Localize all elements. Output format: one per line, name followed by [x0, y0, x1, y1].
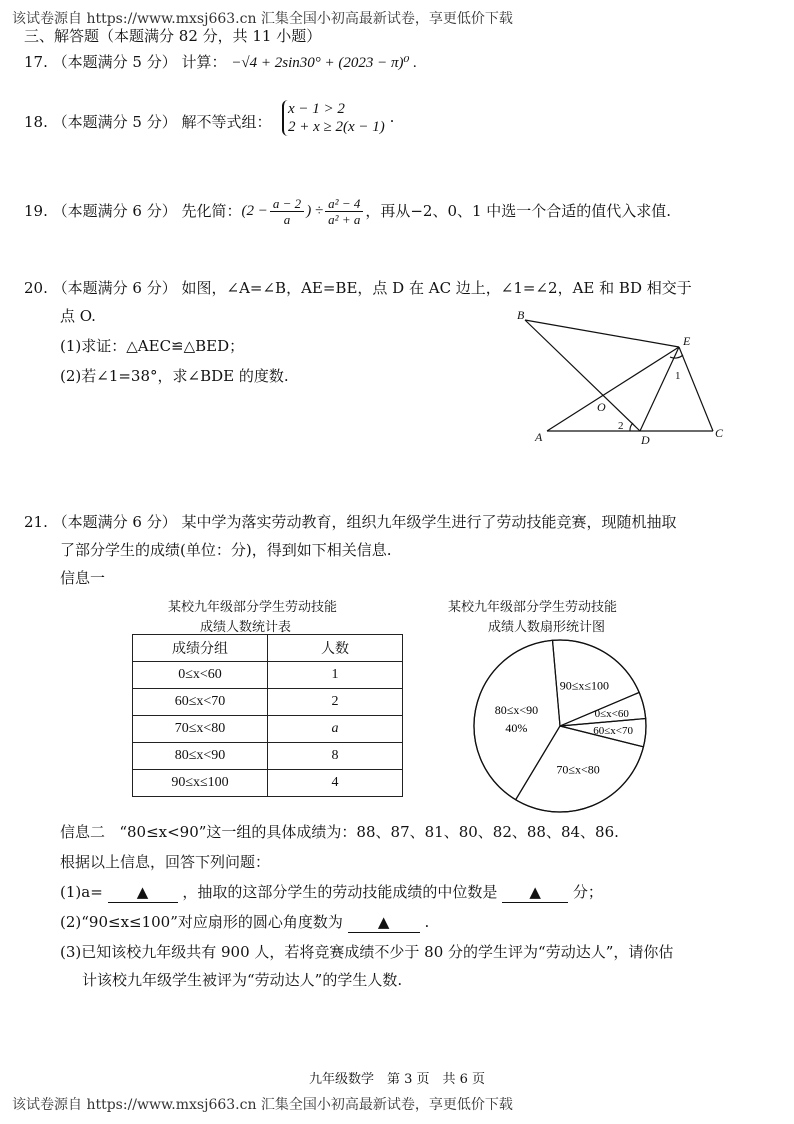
q21-line2: 了部分学生的成绩(单位：分)，得到如下相关信息. [60, 541, 392, 559]
q19-frac2-denominator: a² + a [328, 211, 361, 227]
q21-sub1-b: ，抽取的这部分学生的劳动技能成绩的中位数是 [182, 883, 498, 901]
table-row [133, 662, 403, 689]
score-frequency-table [132, 634, 403, 797]
table-cell-count: 1 [268, 662, 403, 689]
label-C: C [715, 426, 724, 440]
q17-number: 17. [24, 53, 48, 71]
pie-slice-label: 0≤x<60 [594, 708, 629, 721]
q21-answer-intro: 根据以上信息，回答下列问题： [60, 853, 271, 871]
label-angle-2: 2 [618, 420, 624, 432]
label-A: A [535, 430, 543, 444]
page-footer: 九年级数学 第 3 页 共 6 页 [308, 1072, 486, 1087]
q19-tail: ，再从−2、0、1 中选一个合适的值代入求值. [365, 202, 672, 220]
q18-score: （本题满分 5 分） [52, 113, 177, 131]
header-watermark: 该试卷源自 https://www.mxsj663.cn 汇集全国小初高最新试卷，享更低价下载 [12, 11, 513, 27]
q21-info2-label: 信息二 [60, 823, 106, 841]
q21-line1: 某中学为落实劳动教育，组织九年级学生进行了劳动技能竞赛，现随机抽取 [181, 513, 677, 531]
q18-line1: x − 1 > 2 [288, 101, 345, 117]
table-header-count: 人数 [268, 635, 403, 662]
answer-blank[interactable]: ▲ [108, 882, 178, 903]
q21-sub1-c: 分； [572, 883, 603, 901]
q19-frac1-denominator: a [283, 211, 291, 227]
footer-watermark: 该试卷源自 https://www.mxsj663.cn 汇集全国小初高最新试卷，享更低价下载 [12, 1097, 513, 1113]
q18-inequality-system [282, 100, 394, 136]
table-header-row [133, 635, 403, 662]
table-cell-count: a [268, 716, 403, 743]
q19-frac2-numerator: a² − 4 [325, 196, 363, 212]
angle-1-arc [670, 355, 683, 358]
q21-sub1 [60, 882, 603, 903]
q20-geometry-figure [505, 305, 745, 450]
question-19 [24, 192, 671, 230]
q21-score: （本题满分 6 分） [52, 513, 177, 531]
q20-score: （本题满分 6 分） [52, 279, 177, 297]
q21-sub2 [60, 912, 429, 933]
table-row [133, 716, 403, 743]
q20-part2: (2)若∠1=38°，求∠BDE 的度数. [60, 367, 289, 385]
q21-sub3-line1: (3)已知该校九年级共有 900 人，若将竞赛成绩不少于 80 分的学生评为“劳动达人”，请你估 [60, 943, 674, 961]
pie-slice-percent: 40% [505, 720, 528, 735]
table-title-line1: 某校九年级部分学生劳动技能 [168, 600, 338, 615]
question-17 [24, 52, 417, 73]
label-O: O [597, 400, 606, 414]
answer-blank[interactable]: ▲ [502, 882, 568, 903]
q19-close: ) ÷ [306, 203, 324, 219]
q21-sub2-a: (2)“90≤x≤100”对应扇形的圆心角度数为 [60, 913, 343, 931]
q18-number: 18. [24, 113, 48, 131]
question-21 [24, 512, 677, 532]
q19-frac1-numerator: a − 2 [270, 196, 304, 212]
label-B: B [517, 308, 525, 322]
label-D: D [641, 433, 650, 447]
q19-fraction-2 [325, 196, 363, 227]
pie-slice-label: 60≤x<70 [593, 725, 634, 738]
q21-info1-label: 信息一 [60, 569, 106, 587]
q17-expression: −√4 + 2sin30° + (2023 − π)⁰ . [231, 55, 418, 71]
q21-sub3-line2: 计该校九年级学生被评为“劳动达人”的学生人数. [82, 971, 403, 989]
pie-title-line1: 某校九年级部分学生劳动技能 [448, 600, 618, 615]
label-E: E [683, 334, 691, 348]
pie-slice-label: 80≤x<90 [494, 702, 539, 717]
table-cell-count: 4 [268, 770, 403, 797]
table-cell-group: 60≤x<70 [133, 689, 268, 716]
question-20 [24, 278, 692, 298]
q20-number: 20. [24, 279, 48, 297]
q19-open: (2 − [241, 203, 268, 219]
q20-part1: (1)求证：△AEC≌△BED； [60, 337, 245, 355]
table-cell-count: 2 [268, 689, 403, 716]
segment-EC [679, 347, 713, 431]
q17-prompt: 计算： [181, 53, 227, 71]
q20-line1: 如图，∠A=∠B，AE=BE，点 D 在 AC 边上，∠1=∠2，AE 和 BD 相交于 [181, 279, 692, 297]
table-title-line2: 成绩人数统计表 [200, 620, 292, 635]
table-row [133, 689, 403, 716]
pie-slice-label: 90≤x≤100 [559, 678, 609, 693]
table-cell-group: 90≤x≤100 [133, 770, 268, 797]
table-cell-count: 8 [268, 743, 403, 770]
q20-line2: 点 O. [60, 307, 96, 325]
label-angle-1: 1 [675, 370, 681, 382]
table-row [133, 743, 403, 770]
pie-title-line2: 成绩人数扇形统计图 [488, 620, 606, 635]
q21-sub1-a: (1)a= [60, 883, 103, 901]
pie-slice-label: 70≤x<80 [556, 762, 600, 777]
section-title: 三、解答题（本题满分 82 分，共 11 小题） [24, 27, 322, 45]
q18-prompt: 解不等式组： [181, 113, 272, 131]
table-cell-group: 0≤x<60 [133, 662, 268, 689]
q17-score: （本题满分 5 分） [52, 53, 177, 71]
table-cell-group: 80≤x<90 [133, 743, 268, 770]
answer-blank[interactable]: ▲ [348, 912, 420, 933]
q21-info2-text: “80≤x<90”这一组的具体成绩为：88、87、81、80、82、88、84、86. [119, 823, 619, 841]
pie-chart [470, 636, 650, 816]
q21-number: 21. [24, 513, 48, 531]
angle-2-arc [630, 423, 633, 431]
q19-prompt: 先化简： [181, 202, 242, 220]
q21-sub2-b: . [424, 913, 430, 931]
q19-fraction-1 [270, 196, 304, 227]
q21-info2 [60, 822, 619, 842]
question-18 [24, 112, 272, 132]
table-header-group: 成绩分组 [133, 635, 268, 662]
q18-line2: 2 + x ≥ 2(x − 1) [288, 119, 385, 135]
table-row [133, 770, 403, 797]
q18-tail: . [389, 108, 395, 126]
q19-number: 19. [24, 202, 48, 220]
q19-score: （本题满分 6 分） [52, 202, 177, 220]
table-cell-group: 70≤x<80 [133, 716, 268, 743]
